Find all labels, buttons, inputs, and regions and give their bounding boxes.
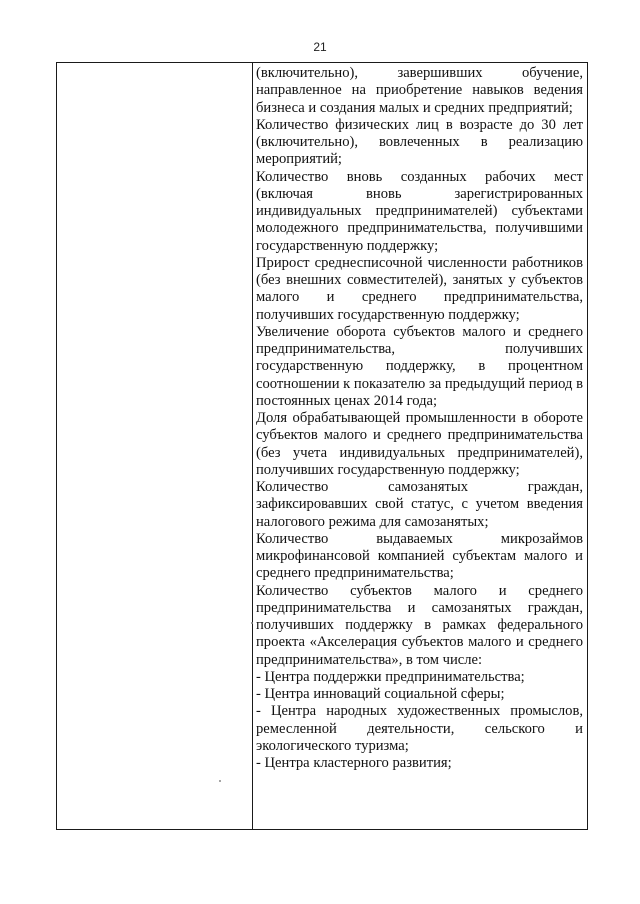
indicators-table (56, 62, 588, 830)
indicator-paragraph: Количество выдаваемых микрозаймов микрофинансовой компанией субъектам малого и среднего предпринимательства; (256, 530, 583, 582)
indicator-paragraph: Количество вновь созданных рабочих мест (включая вновь зарегистрированных индивидуальных предпринимателей) субъектами молодежного предпринимательства, получившими государственную поддержку; (256, 168, 583, 254)
indicator-list-item: - Центра инноваций социальной сферы; (256, 686, 505, 702)
scan-speck (219, 780, 221, 782)
indicator-paragraph: (включительно), завершивших обучение, направленное на приобретение навыков ведения бизнеса и создания малых и средних предприятий; (256, 65, 583, 116)
table-cell-right (253, 63, 588, 830)
indicators-list (253, 63, 587, 772)
indicator-list-item: - Центра народных художественных промыслов, ремесленной деятельности, сельского и экологического туризма; (256, 703, 583, 754)
indicator-paragraph: Доля обрабатывающей промышленности в обороте субъектов малого и среднего предпринимательства (без учета индивидуальных предпринимателей), получивших государственную поддержку; (256, 410, 583, 478)
scan-speck (251, 622, 253, 624)
table-cell-left (57, 63, 253, 830)
indicator-list-item: - Центра кластерного развития; (256, 755, 452, 771)
indicator-paragraph: Прирост среднесписочной численности работников (без внешних совместителей), занятых у субъектов малого и среднего предпринимательства, получивших государственную поддержку; (256, 254, 583, 323)
indicator-paragraph: Количество субъектов малого и среднего предпринимательства и самозанятых граждан, получивших поддержку в рамках федерального проекта «Акселерация субъектов малого и среднего предпринимательства», в том числе: (256, 582, 583, 668)
table-row (57, 63, 588, 830)
indicator-paragraph: Количество самозанятых граждан, зафиксировавших свой статус, с учетом введения налогового режима для самозанятых; (256, 479, 583, 530)
page-number: 21 (313, 40, 327, 54)
indicator-paragraph: Количество физических лиц в возрасте до 30 лет (включительно), вовлеченных в реализацию мероприятий; (256, 116, 583, 168)
indicator-paragraph: Увеличение оборота субъектов малого и среднего предпринимательства, получивших государственную поддержку, в процентном соотношении к показателю за предыдущий период в постоянных ценах 2014 года; (256, 323, 583, 409)
indicator-list-item: - Центра поддержки предпринимательства; (256, 668, 525, 685)
